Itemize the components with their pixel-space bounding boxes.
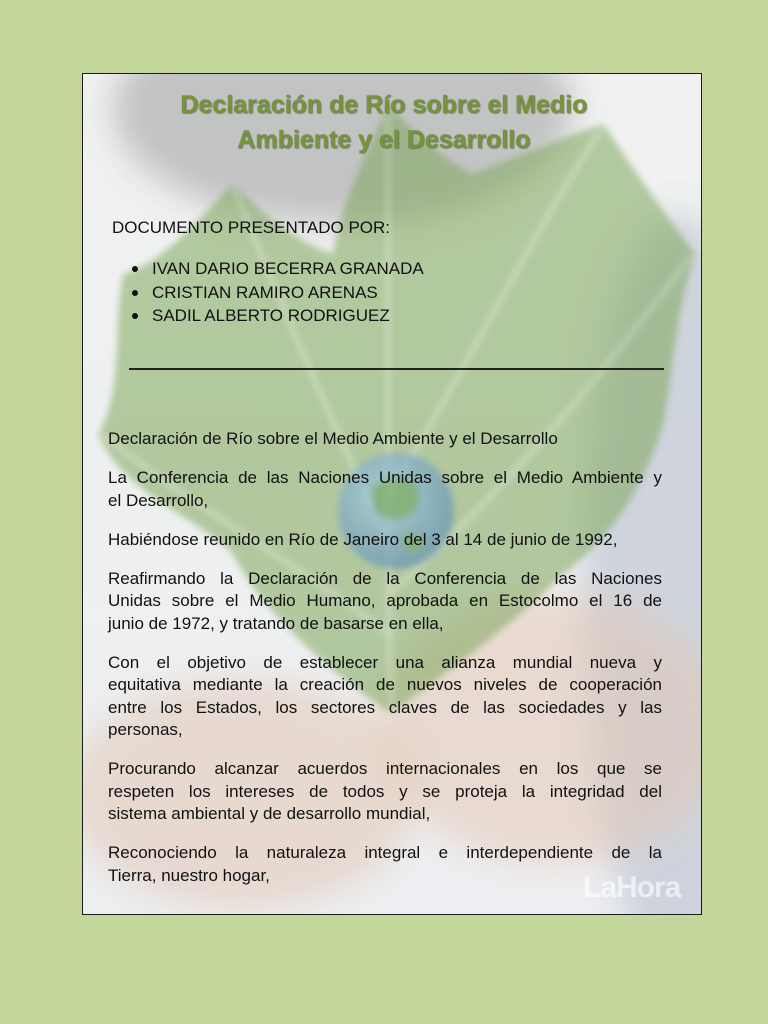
list-item [132, 281, 424, 305]
paragraph [108, 842, 662, 887]
bullet-icon [132, 266, 138, 272]
page-title [101, 88, 667, 158]
text-line: junio de 1972, y tratando de basarse en ella, [108, 613, 444, 633]
presenter-name: IVAN DARIO BECERRA GRANADA [152, 259, 424, 278]
presenters-list [132, 257, 424, 328]
paragraph [108, 529, 662, 552]
paragraph [108, 758, 662, 826]
document-page [82, 73, 702, 915]
text-line: Procurando alcanzar acuerdos internacionales en los que se [108, 759, 662, 778]
presenters-heading: DOCUMENTO PRESENTADO POR: [112, 218, 391, 237]
text-line: Declaración de Río sobre el Medio Ambiente y el Desarrollo [108, 429, 558, 448]
divider [129, 368, 664, 370]
text-line: Reconociendo la naturaleza integral e interdependiente de la [108, 843, 662, 862]
title-line: Declaración de Río sobre el Medio [180, 91, 588, 119]
text-line: La Conferencia de las Naciones Unidas sobre el Medio Ambiente y [108, 468, 662, 487]
presenter-name: SADIL ALBERTO RODRIGUEZ [152, 306, 390, 325]
text-line: respeten los intereses de todos y se proteja la integridad del [108, 781, 662, 801]
watermark-logo: LaHora [583, 871, 681, 904]
text-line: Tierra, nuestro hogar, [108, 865, 270, 885]
text-line: Unidas sobre el Medio Humano, aprobada en Estocolmo el 16 de [108, 591, 662, 610]
text-line: Habiéndose reunido en Río de Janeiro del 3 al 14 de junio de 1992, [108, 529, 618, 549]
bullet-icon [132, 290, 138, 296]
paragraph [108, 467, 662, 512]
text-line: sistema ambiental y de desarrollo mundial, [108, 804, 431, 823]
paragraph [108, 652, 662, 742]
text-line: Con el objetivo de establecer una alianza mundial nueva y [108, 652, 662, 672]
text-line: entre los Estados, los sectores claves de las sociedades y las [108, 697, 662, 717]
bullet-icon [132, 313, 138, 319]
presenter-name: CRISTIAN RAMIRO ARENAS [152, 282, 378, 302]
text-line: Reafirmando la Declaración de la Conferencia de las Naciones [108, 568, 662, 588]
text-line: personas, [108, 720, 183, 739]
paragraph [108, 568, 662, 636]
list-item [132, 257, 424, 281]
text-line: equitativa mediante la creación de nuevos niveles de cooperación [108, 675, 662, 694]
paragraph [108, 428, 662, 451]
title-line: Ambiente y el Desarrollo [237, 126, 531, 154]
document-body [108, 428, 662, 904]
text-line: el Desarrollo, [108, 490, 209, 510]
list-item [132, 304, 424, 328]
